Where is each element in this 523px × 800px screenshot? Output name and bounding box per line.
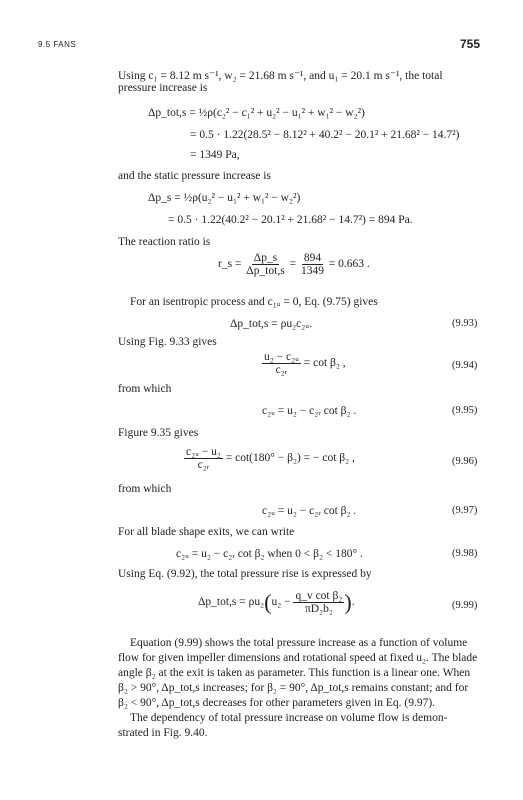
eq-rhs: ρ(c₂² − c₁² + u₂² − u₁² + w₁² − w₂²) (207, 107, 365, 119)
text-line: For all blade shape exits, we can write (118, 526, 295, 538)
equation-total-pressure (148, 107, 365, 119)
text-line: Using Eq. (9.92), the total pressure rise is expressed by (118, 568, 372, 580)
denominator: c₂ᵣ (275, 364, 288, 376)
eq-term: u₂ − (271, 596, 294, 609)
equation-9-97: c₂ᵤ = u₂ − c₂ᵣ cot β₂ . (262, 505, 357, 517)
text-line: For an isentropic process and c₁ᵤ = 0, Eq. (9.75) gives (130, 296, 378, 308)
equation-static-pressure (148, 192, 300, 204)
equation-number: (9.95) (452, 405, 478, 416)
eq-result: = 0.663 . (328, 258, 370, 271)
equation-9-96 (184, 446, 355, 471)
denominator: c₂ᵣ (197, 459, 210, 471)
fraction (299, 252, 326, 277)
text-line: β₂ > 90°, Δp_tot,s increases; for β₂ = 90°, Δp_tot,s remains constant; and for (118, 682, 469, 694)
section-header: 9.5 FANS (38, 40, 77, 49)
left-paren: ( (264, 589, 272, 615)
numerator: u₂ − c₂ᵤ (264, 351, 299, 363)
equation-total-result: = 1349 Pa, (190, 149, 240, 161)
equation-number: (9.93) (452, 318, 478, 329)
numerator: q_v cot β₂ (295, 590, 343, 602)
eq-rhs: = cot(180° − β₂) = − cot β₂ , (222, 452, 355, 465)
text-line: The dependency of total pressure increase on volume flow is demon- (130, 712, 448, 724)
eq-rhs: = cot β₂ , (300, 357, 346, 370)
text-line: and the static pressure increase is (118, 170, 271, 182)
text-line: from which (118, 383, 172, 395)
eq-lhs: Δp_tot,s = ρu₂ (198, 596, 265, 609)
numerator: c₂ᵤ − u₂ (186, 446, 221, 458)
equation-number: (9.98) (452, 548, 478, 559)
eq-lhs: r_s = (218, 258, 245, 271)
eq-half: ½ (183, 192, 193, 204)
equation-number: (9.96) (452, 456, 478, 467)
fraction (184, 446, 223, 471)
eq-equals: = (289, 258, 299, 271)
text-line: flow for given impeller dimensions and rotational speed at fixed u₂. The blade (118, 652, 478, 664)
text-line: Equation (9.99) shows the total pressure increase as a function of volume (130, 637, 468, 649)
text-line: Using Fig. 9.33 gives (118, 336, 217, 348)
text-line: pressure increase is (118, 82, 208, 94)
equation-9-93: Δp_tot,s = ρu₂c₂ᵤ. (230, 318, 312, 330)
text-line: Using c₁ = 8.12 m s⁻¹, w₂ = 21.68 m s⁻¹, and u₁ = 20.1 m s⁻¹, the total (118, 70, 443, 82)
equation-static-substitution: = 0.5 · 1.22(40.2² − 20.1² + 21.68² − 14.7²) = 894 Pa. (168, 214, 413, 226)
eq-lhs: Δp_s = (148, 192, 184, 204)
equation-9-99 (198, 590, 355, 615)
page-number: 755 (460, 37, 481, 51)
eq-rhs: ρ(u₂² − u₁² + w₁² − w₂²) (192, 192, 301, 204)
fraction (244, 252, 286, 277)
text-line: strated in Fig. 9.40. (118, 727, 208, 739)
denominator: πD₂b₂ (304, 603, 333, 615)
equation-9-98: c₂ᵤ = u₂ − c₂ᵣ cot β₂ when 0 < β₂ < 180° . (176, 548, 363, 560)
denominator: Δp_tot,s (246, 265, 285, 277)
numerator: 894 (303, 252, 322, 264)
fraction (293, 590, 344, 615)
eq-end: . (351, 596, 355, 609)
eq-half: ½ (198, 107, 208, 119)
equation-number: (9.94) (452, 360, 478, 371)
text-line: β₂ < 90°, Δp_tot,s decreases for other parameters given in Eq. (9.97). (118, 697, 436, 709)
right-paren: ) (344, 589, 352, 615)
denominator: 1349 (300, 265, 324, 277)
text-line: The reaction ratio is (118, 236, 211, 248)
equation-total-substitution: = 0.5 · 1.22(28.5² − 8.12² + 40.2² − 20.1² + 21.68² − 14.7²) (190, 129, 460, 141)
eq-lhs: Δp_tot,s = (148, 107, 199, 119)
equation-9-94 (262, 351, 346, 376)
text-line: from which (118, 483, 172, 495)
fraction (262, 351, 301, 376)
text-line: Figure 9.35 gives (118, 427, 199, 439)
equation-number: (9.97) (452, 505, 478, 516)
equation-reaction-ratio (218, 252, 370, 277)
equation-number: (9.99) (452, 600, 478, 611)
text-line: angle β₂ at the exit is taken as parameter. This function is a linear one. When (118, 667, 471, 679)
equation-9-95: c₂ᵤ = u₂ − c₂ᵣ cot β₂ . (262, 405, 357, 417)
numerator: Δp_s (253, 252, 278, 264)
